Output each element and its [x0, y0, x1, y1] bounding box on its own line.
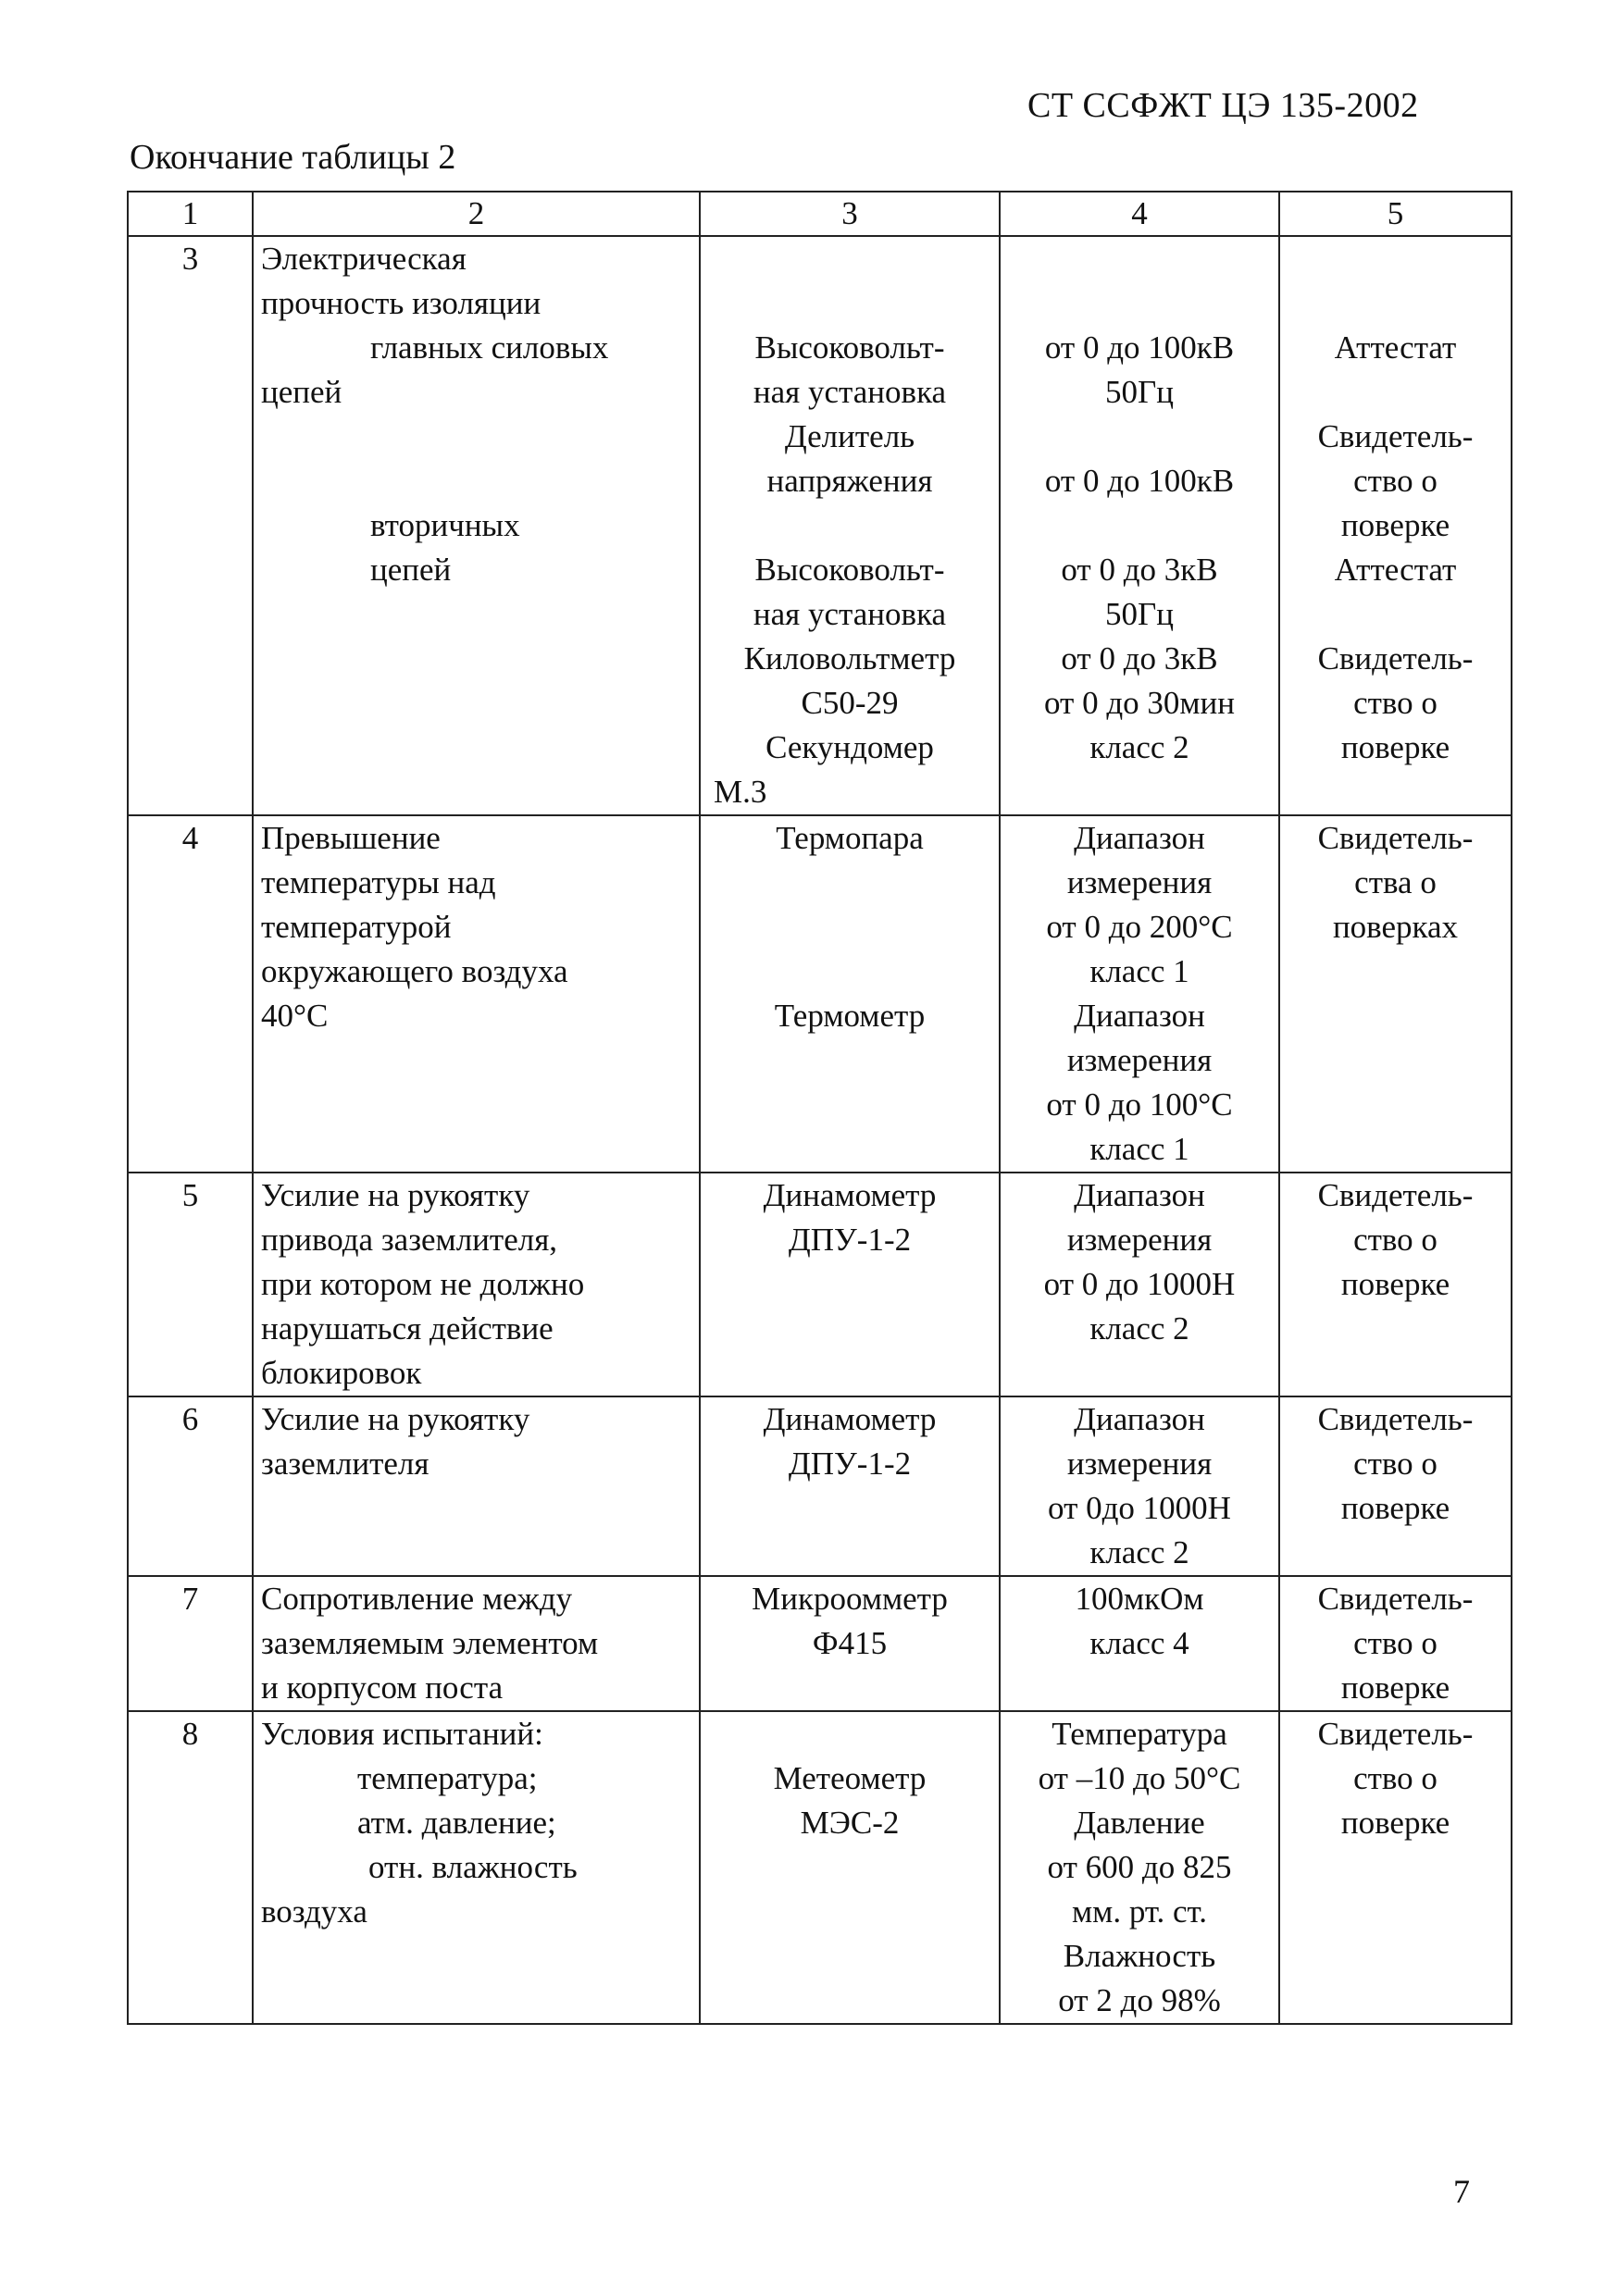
cell-line: температура; [357, 1760, 538, 1796]
cell-line [261, 459, 691, 503]
instrument-cell [700, 1711, 1000, 2024]
parameter-cell [253, 1711, 700, 2024]
cell-line: от 0 до 100°С [1046, 1086, 1233, 1123]
certificate-cell [1279, 815, 1512, 1173]
cell-line [261, 415, 691, 459]
cell-line: напряжения [766, 463, 933, 499]
range-cell [1000, 1173, 1279, 1396]
cell-line: Температура [1052, 1716, 1227, 1752]
cell-line: класс 2 [1089, 1534, 1189, 1570]
cell-line: Ф415 [812, 1625, 888, 1661]
cell-line: 50Гц [1105, 596, 1174, 632]
cell-line: Метеометр [773, 1760, 927, 1796]
cell-line: цепей [370, 552, 452, 588]
cell-line: Киловольтметр [743, 640, 956, 676]
parameter-cell [253, 1576, 700, 1711]
cell-line: от 2 до 98% [1058, 1982, 1221, 2018]
cell-line [1288, 281, 1503, 326]
row-number: 7 [128, 1576, 253, 1711]
cell-line: Диапазон [1074, 820, 1205, 856]
cell-line: Свидетель- [1317, 418, 1474, 454]
cell-line: Превышение [261, 820, 441, 856]
certificate-cell [1279, 236, 1512, 815]
cell-line: Свидетель- [1317, 1177, 1474, 1213]
cell-line: Свидетель- [1317, 640, 1474, 676]
cell-line: от 0 до 100кВ [1044, 329, 1235, 366]
cell-line: класс 2 [1089, 729, 1189, 765]
cell-line: Диапазон [1074, 1177, 1205, 1213]
cell-line: ство о [1353, 1222, 1438, 1258]
cell-line: заземлителя [261, 1446, 429, 1482]
cell-line: Диапазон [1074, 998, 1205, 1034]
cell-line [708, 861, 991, 905]
cell-line: поверке [1340, 1490, 1450, 1526]
table-row [128, 1396, 1512, 1576]
range-cell [1000, 1711, 1279, 2024]
cell-line: ство о [1353, 463, 1438, 499]
cell-line: воздуха [261, 1893, 367, 1930]
cell-line: ство о [1353, 1760, 1438, 1796]
cell-line: атм. давление; [357, 1805, 556, 1841]
cell-line [708, 503, 991, 548]
cell-line: Диапазон [1074, 1401, 1205, 1437]
cell-line: Усилие на рукоятку [261, 1401, 530, 1437]
cell-line [1008, 237, 1271, 281]
cell-line: Свидетель- [1317, 1716, 1474, 1752]
cell-line: Свидетель- [1317, 820, 1474, 856]
cell-line: 50Гц [1105, 374, 1174, 410]
cell-line: от 0 до 3кВ [1061, 640, 1218, 676]
column-header-5: 5 [1279, 192, 1512, 236]
row-number: 8 [128, 1711, 253, 2024]
cell-line: Аттестат [1334, 552, 1457, 588]
cell-line: поверках [1332, 909, 1459, 945]
certificate-cell [1279, 1396, 1512, 1576]
certificate-cell [1279, 1173, 1512, 1396]
column-header-1: 1 [128, 192, 253, 236]
cell-line: Высоковольт- [754, 552, 945, 588]
cell-line: от 0 до 1000Н [1043, 1266, 1236, 1302]
table-row [128, 815, 1512, 1173]
table-row [128, 1576, 1512, 1711]
cell-line: класс 2 [1089, 1310, 1189, 1347]
table-row [128, 1173, 1512, 1396]
cell-line: М.3 [714, 774, 767, 810]
cell-line: класс 1 [1089, 1131, 1189, 1167]
cell-line: класс 1 [1089, 953, 1189, 989]
cell-line: от 0 до 100кВ [1044, 463, 1235, 499]
cell-line: от 0 до 3кВ [1061, 552, 1218, 588]
cell-line: поверке [1340, 729, 1450, 765]
cell-line: прочность изоляции [261, 285, 541, 321]
cell-line: Термопара [776, 820, 924, 856]
cell-line: вторичных [370, 507, 520, 543]
column-header-2: 2 [253, 192, 700, 236]
cell-line: Влажность [1063, 1938, 1216, 1974]
cell-line [1008, 281, 1271, 326]
cell-line: мм. рт. ст. [1072, 1893, 1207, 1930]
cell-line: класс 4 [1089, 1625, 1189, 1661]
instrument-cell [700, 1173, 1000, 1396]
cell-line: от –10 до 50°С [1038, 1760, 1241, 1796]
instrument-cell [700, 1576, 1000, 1711]
parameter-cell [253, 1396, 700, 1576]
parameter-cell [253, 236, 700, 815]
cell-line: измерения [1066, 1042, 1213, 1078]
cell-line: от 0до 1000Н [1048, 1490, 1231, 1526]
cell-line: отн. влажность [368, 1849, 578, 1885]
cell-line [708, 1712, 991, 1756]
cell-line: Электрическая [261, 241, 467, 277]
cell-line: Свидетель- [1317, 1581, 1474, 1617]
range-cell [1000, 1396, 1279, 1576]
cell-line [1008, 415, 1271, 459]
cell-line: ДПУ-1-2 [788, 1222, 912, 1258]
cell-line: от 0 до 200°С [1046, 909, 1233, 945]
table-row [128, 236, 1512, 815]
cell-line: ная установка [753, 374, 947, 410]
cell-line: измерения [1066, 1222, 1213, 1258]
cell-line: С50-29 [801, 685, 899, 721]
cell-line: 100мкОм [1075, 1581, 1204, 1617]
cell-line [708, 905, 991, 949]
certificate-cell [1279, 1576, 1512, 1711]
cell-line: Динамометр [763, 1177, 937, 1213]
cell-line: заземляемым элементом [261, 1625, 599, 1661]
cell-line: Условия испытаний: [261, 1716, 543, 1752]
parameter-cell [253, 815, 700, 1173]
instrument-cell [700, 236, 1000, 815]
cell-line: Микроомметр [752, 1581, 948, 1617]
cell-line: ства о [1354, 864, 1437, 900]
row-number: 4 [128, 815, 253, 1173]
cell-line: измерения [1066, 864, 1213, 900]
table-header [128, 192, 1512, 236]
cell-line: поверке [1340, 1805, 1450, 1841]
cell-line: главных силовых [370, 329, 609, 366]
cell-line [708, 949, 991, 994]
cell-line: ство о [1353, 685, 1438, 721]
row-number: 3 [128, 236, 253, 815]
cell-line: Динамометр [763, 1401, 937, 1437]
cell-line: и корпусом поста [261, 1669, 504, 1706]
cell-line: привода заземлителя, [261, 1222, 558, 1258]
cell-line: блокировок [261, 1355, 422, 1391]
cell-line: Давление [1074, 1805, 1205, 1841]
row-number: 5 [128, 1173, 253, 1396]
cell-line [1008, 503, 1271, 548]
cell-line: от 600 до 825 [1047, 1849, 1232, 1885]
cell-line: от 0 до 30мин [1043, 685, 1235, 721]
cell-line: Усилие на рукоятку [261, 1177, 530, 1213]
cell-line: при котором не должно [261, 1266, 585, 1302]
cell-line: 40°С [261, 998, 329, 1034]
certificate-cell [1279, 1711, 1512, 2024]
cell-line [1288, 592, 1503, 637]
range-cell [1000, 815, 1279, 1173]
cell-line: ная установка [753, 596, 947, 632]
cell-line: Секундомер [765, 729, 934, 765]
cell-line: нарушаться действие [261, 1310, 554, 1347]
parameter-cell [253, 1173, 700, 1396]
document-id: СТ ССФЖТ ЦЭ 135-2002 [1027, 86, 1419, 125]
cell-line: Сопротивление между [261, 1581, 573, 1617]
cell-line: ство о [1353, 1446, 1438, 1482]
cell-line: Высоковольт- [754, 329, 945, 366]
cell-line: Термометр [774, 998, 926, 1034]
cell-line [708, 237, 991, 281]
cell-line: ДПУ-1-2 [788, 1446, 912, 1482]
cell-line: измерения [1066, 1446, 1213, 1482]
cell-line: Свидетель- [1317, 1401, 1474, 1437]
range-cell [1000, 1576, 1279, 1711]
cell-line: МЭС-2 [800, 1805, 900, 1841]
cell-line: Делитель [784, 418, 915, 454]
column-header-3: 3 [700, 192, 1000, 236]
cell-line: температуры над [261, 864, 496, 900]
table-caption: Окончание таблицы 2 [130, 138, 456, 177]
cell-line: поверке [1340, 1669, 1450, 1706]
cell-line: окружающего воздуха [261, 953, 568, 989]
instrument-cell [700, 1396, 1000, 1576]
row-number: 6 [128, 1396, 253, 1576]
cell-line: поверке [1340, 507, 1450, 543]
table-row [128, 1711, 1512, 2024]
cell-line: Аттестат [1334, 329, 1457, 366]
cell-line [1288, 370, 1503, 415]
cell-line: цепей [261, 374, 342, 410]
cell-line: ство о [1353, 1625, 1438, 1661]
column-header-4: 4 [1000, 192, 1279, 236]
instrument-cell [700, 815, 1000, 1173]
cell-line [1288, 237, 1503, 281]
cell-line: поверке [1340, 1266, 1450, 1302]
page-number: 7 [1453, 2173, 1470, 2210]
data-table [127, 191, 1512, 2025]
cell-line: температурой [261, 909, 452, 945]
range-cell [1000, 236, 1279, 815]
cell-line [708, 281, 991, 326]
